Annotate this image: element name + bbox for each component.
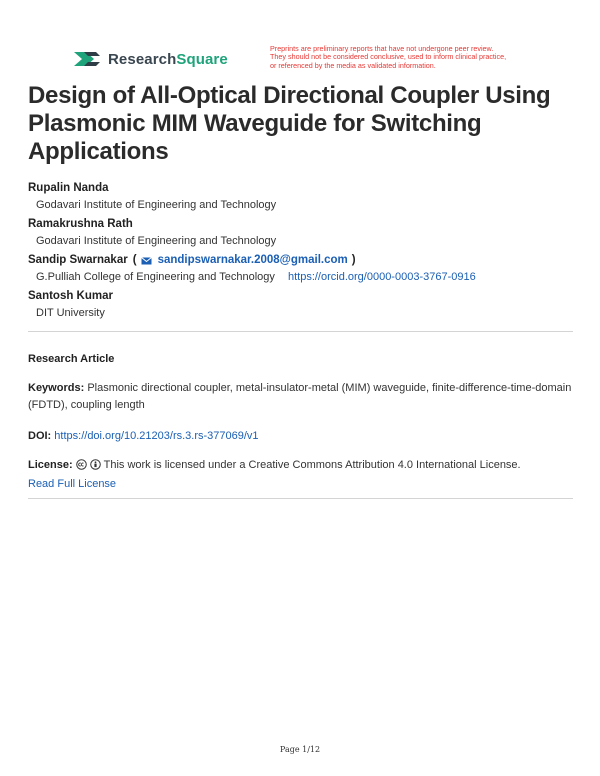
- paper-title: Design of All-Optical Directional Coupler Using Plasmonic MIM Waveguide for Switching Applications: [28, 82, 551, 165]
- page-number: Page 1/12: [279, 745, 321, 754]
- author-name-row: [28, 252, 578, 269]
- author-entry: [28, 180, 578, 214]
- author-entry: [28, 288, 578, 322]
- divider: [28, 331, 573, 332]
- author-entry: [28, 216, 578, 250]
- keywords-label: Keywords:: [28, 382, 85, 394]
- doi: [28, 428, 573, 445]
- notice-line: They should not be considered conclusive, used to inform clinical practice,: [270, 52, 507, 62]
- author-name: Santosh Kumar: [28, 290, 113, 302]
- keywords-text: Plasmonic directional coupler, metal-insulator-metal (MIM) waveguide, finite-difference-time-domain (FDTD), coupling length: [28, 382, 572, 411]
- cc-license-icons: [76, 459, 101, 476]
- author-affiliation: Godavari Institute of Engineering and Technology: [36, 235, 277, 247]
- preprint-notice: [270, 45, 550, 70]
- keywords: [28, 380, 573, 414]
- research-square-logo-icon: [72, 48, 102, 70]
- license-text: This work is licensed under a Creative Commons Attribution 4.0 International License.: [103, 459, 521, 471]
- email-close-paren: ): [351, 254, 356, 266]
- author-affiliation: G.Pulliah College of Engineering and Technology: [36, 271, 275, 283]
- author-affiliation: Godavari Institute of Engineering and Technology: [36, 199, 277, 211]
- notice-line: or referenced by the media as validated information.: [270, 60, 436, 70]
- article-type: Research Article: [28, 353, 115, 365]
- logo-text-research: Research: [108, 50, 177, 68]
- cc-icon: [76, 459, 87, 470]
- author-name: Ramakrushna Rath: [28, 218, 133, 230]
- cc-by-icon: [90, 459, 101, 470]
- logo-text-square: Square: [176, 50, 228, 68]
- license: [28, 457, 573, 493]
- doi-label: DOI:: [28, 430, 52, 442]
- envelope-icon: [141, 257, 152, 265]
- author-entry: [28, 252, 578, 286]
- author-list: [28, 180, 578, 324]
- license-label: License:: [28, 459, 73, 471]
- email-open-paren: (: [132, 254, 137, 266]
- notice-line: Preprints are preliminary reports that have not undergone peer review.: [270, 44, 494, 53]
- read-full-license-link[interactable]: Read Full License: [28, 478, 117, 490]
- orcid-link[interactable]: https://orcid.org/0000-0003-3767-0916: [287, 271, 476, 283]
- author-name: Rupalin Nanda: [28, 182, 109, 194]
- research-square-logo[interactable]: [72, 48, 228, 70]
- author-affiliation: DIT University: [36, 307, 105, 319]
- doi-link[interactable]: https://doi.org/10.21203/rs.3.rs-377069/v1: [54, 430, 259, 442]
- divider: [28, 498, 573, 499]
- author-affiliation-row: [28, 269, 578, 286]
- author-email-link[interactable]: sandipswarnakar.2008@gmail.com: [157, 254, 348, 266]
- author-name: Sandip Swarnakar: [28, 254, 128, 266]
